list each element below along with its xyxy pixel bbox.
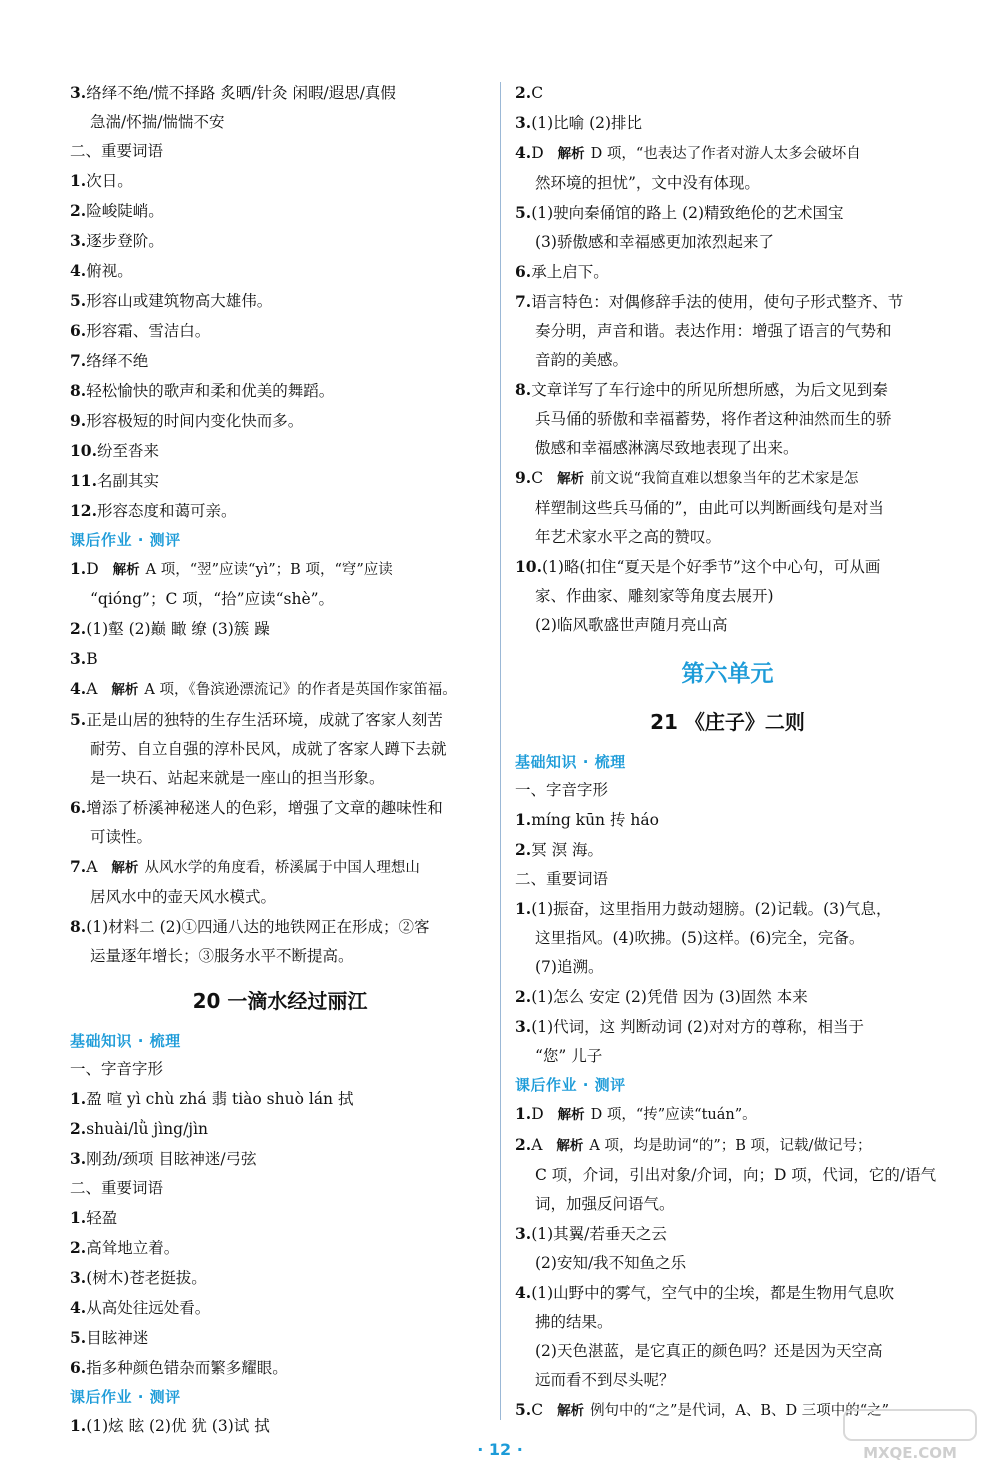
item-number: 3. bbox=[70, 649, 87, 668]
list-item bbox=[515, 1161, 940, 1190]
list-item bbox=[515, 611, 940, 640]
list-item bbox=[70, 1353, 490, 1383]
list-item bbox=[70, 256, 490, 286]
item-text: 俯视。 bbox=[86, 262, 133, 280]
item-text: C bbox=[531, 469, 544, 487]
list-item bbox=[70, 942, 490, 971]
list-item bbox=[70, 912, 490, 942]
left-column bbox=[70, 78, 490, 1441]
item-number: 1. bbox=[70, 171, 87, 190]
list-item bbox=[515, 346, 940, 375]
vocab-list bbox=[70, 1203, 490, 1383]
item-text: 年艺术家水平之高的赞叹。 bbox=[535, 528, 722, 546]
list-item bbox=[515, 317, 940, 346]
item-text: 正是山居的独特的生存生活环境，成就了客家人刻苦 bbox=[86, 711, 443, 729]
item-number: 5. bbox=[70, 710, 87, 729]
list-item bbox=[515, 138, 940, 169]
item-number: 2. bbox=[70, 1119, 87, 1138]
list-item bbox=[515, 953, 940, 982]
item-number: 5. bbox=[70, 291, 87, 310]
item-text: (树木)苍老挺拔。 bbox=[86, 1269, 207, 1287]
list-item bbox=[70, 346, 490, 376]
list-item bbox=[515, 1130, 940, 1161]
answer-list bbox=[515, 78, 940, 640]
item-text: (1)比喻 (2)排比 bbox=[531, 114, 643, 132]
item-text: 络绎不绝 bbox=[86, 352, 149, 370]
item-text: 刚劲/颈项 目眩神迷/弓弦 bbox=[86, 1150, 257, 1168]
pinyin-list bbox=[70, 1084, 490, 1174]
item-number: 9. bbox=[70, 411, 87, 430]
basic-tag: 基础知识 · 梳理 bbox=[515, 753, 626, 771]
item-text: A bbox=[531, 1136, 543, 1154]
item-text: D bbox=[531, 144, 544, 162]
list-item bbox=[70, 226, 490, 256]
list-item bbox=[70, 644, 490, 674]
item-text: (1)驶向秦俑馆的路上 (2)精致绝伦的艺术国宝 bbox=[531, 204, 844, 222]
item-number: 7. bbox=[70, 351, 87, 370]
vocab-list bbox=[515, 894, 940, 1071]
item-text: 险峻陡峭。 bbox=[86, 202, 164, 220]
item-text: 次日。 bbox=[86, 172, 133, 190]
item-number: 2. bbox=[515, 1135, 532, 1154]
item-text: A bbox=[86, 680, 98, 698]
item-text: 逐步登阶。 bbox=[86, 232, 164, 250]
list-item bbox=[515, 1337, 940, 1366]
item-text: (3)骄傲感和幸福感更加浓烈起来了 bbox=[535, 233, 774, 251]
list-item bbox=[515, 1278, 940, 1308]
item-text: 是一块石、站起来就是一座山的担当形象。 bbox=[90, 769, 385, 787]
item-number: 1. bbox=[515, 899, 532, 918]
list-item bbox=[70, 585, 490, 614]
list-item bbox=[515, 924, 940, 953]
list-item bbox=[515, 287, 940, 317]
list-item bbox=[515, 1042, 940, 1071]
basic-tag: 基础知识 · 梳理 bbox=[70, 1032, 181, 1050]
item-text: 急湍/怀揣/惴惴不安 bbox=[90, 113, 225, 131]
item-number: 8. bbox=[70, 917, 87, 936]
item-number: 5. bbox=[70, 1328, 87, 1347]
item-text: 轻盈 bbox=[86, 1209, 118, 1227]
list-item bbox=[70, 1084, 490, 1114]
item-number: 2. bbox=[70, 1238, 87, 1257]
pinyin-list bbox=[515, 805, 940, 865]
item-text: 音韵的美感。 bbox=[535, 351, 629, 369]
item-text: (1)材料二 (2)①四通八达的地铁网正在形成；②客 bbox=[86, 918, 430, 936]
homework-tag: 课后作业 · 测评 bbox=[70, 1388, 181, 1406]
list-item bbox=[70, 316, 490, 346]
item-number: 3. bbox=[515, 1017, 532, 1036]
item-text: (2)临风歌盛世声随月亮山高 bbox=[535, 616, 728, 634]
item-number: 4. bbox=[70, 1298, 87, 1317]
list-item bbox=[70, 496, 490, 526]
item-text: A bbox=[86, 858, 98, 876]
list-item bbox=[70, 554, 490, 585]
item-text: 傲感和幸福感淋漓尽致地表现了出来。 bbox=[535, 439, 799, 457]
item-text: 名副其实 bbox=[96, 472, 159, 490]
list-item bbox=[515, 198, 940, 228]
analysis-text: D 项，“抟”应读“tuán”。 bbox=[590, 1107, 757, 1123]
list-item bbox=[70, 883, 490, 912]
item-text: 增添了桥溪神秘迷人的色彩，增强了文章的趣味性和 bbox=[86, 799, 443, 817]
list-item bbox=[70, 1203, 490, 1233]
list-item bbox=[515, 894, 940, 924]
item-text: míng kūn 抟 háo bbox=[531, 811, 659, 829]
item-text: “您” 儿子 bbox=[535, 1047, 603, 1065]
item-text: 拂的结果。 bbox=[535, 1313, 613, 1331]
list-item bbox=[70, 735, 490, 764]
list-item bbox=[515, 494, 940, 523]
list-item bbox=[515, 1219, 940, 1249]
item-number: 2. bbox=[515, 83, 532, 102]
list-item bbox=[70, 196, 490, 226]
item-number: 7. bbox=[70, 857, 87, 876]
analysis-label: 解析 bbox=[112, 562, 140, 578]
item-text: (1)振奋，这里指用力鼓动翅膀。(2)记载。(3)气息， bbox=[531, 900, 892, 918]
watermark-logo-icon bbox=[840, 1408, 980, 1464]
list-item bbox=[70, 823, 490, 852]
analysis-text: 前文说“我简直难以想象当年的艺术家是怎 bbox=[590, 471, 859, 487]
item-number: 3. bbox=[70, 231, 87, 250]
item-text: C bbox=[531, 84, 544, 102]
analysis-label: 解析 bbox=[556, 1138, 584, 1154]
item-text: 高耸地立着。 bbox=[86, 1239, 180, 1257]
item-text: 形容态度和蔼可亲。 bbox=[96, 502, 237, 520]
item-text: 形容霜、雪洁白。 bbox=[86, 322, 211, 340]
item-number: 4. bbox=[70, 261, 87, 280]
analysis-label: 解析 bbox=[111, 682, 139, 698]
list-item bbox=[515, 463, 940, 494]
list-item bbox=[70, 1411, 490, 1441]
item-number: 2. bbox=[70, 619, 87, 638]
item-text: 可读性。 bbox=[90, 828, 153, 846]
list-item bbox=[70, 166, 490, 196]
item-text: shuài/lǜ jìng/jìn bbox=[86, 1120, 209, 1138]
list-item bbox=[515, 375, 940, 405]
list-item bbox=[70, 286, 490, 316]
item-text: 盈 喧 yì chù zhá 翡 tiào shuò lán 拭 bbox=[86, 1090, 354, 1108]
item-number: 6. bbox=[70, 798, 87, 817]
item-text: (1)山野中的雾气，空气中的尘埃，都是生物用气息吹 bbox=[531, 1284, 895, 1302]
list-item bbox=[515, 1249, 940, 1278]
list-item bbox=[70, 376, 490, 406]
analysis-label: 解析 bbox=[111, 860, 139, 876]
list-item bbox=[515, 1012, 940, 1042]
column-divider bbox=[500, 82, 501, 1420]
item-text: 形容极短的时间内变化快而多。 bbox=[86, 412, 304, 430]
item-text: (2)安知/我不知鱼之乐 bbox=[535, 1254, 687, 1272]
svg-text:MXQE.COM: MXQE.COM bbox=[863, 1444, 957, 1462]
item-text: 纷至沓来 bbox=[96, 442, 159, 460]
item-text: 奏分明，声音和谐。表达作用：增强了语言的气势和 bbox=[535, 322, 892, 340]
item-text: 冥 溟 海。 bbox=[531, 841, 604, 859]
page-number: · 12 · bbox=[477, 1440, 523, 1459]
analysis-text: A 项，“翌”应读“yì”；B 项，“穹”应读 bbox=[145, 562, 393, 578]
list-item bbox=[70, 614, 490, 644]
list-item bbox=[70, 1233, 490, 1263]
item-text: 指多种颜色错杂而繁多耀眼。 bbox=[86, 1359, 288, 1377]
item-text: 从高处往远处看。 bbox=[86, 1299, 211, 1317]
item-text: “qióng”；C 项，“拾”应读“shè”。 bbox=[90, 590, 335, 608]
unit-title: 第六单元 bbox=[681, 661, 774, 687]
analysis-text: A 项，均是助词“的”；B 项，记载/做记号； bbox=[589, 1138, 872, 1154]
item-number: 3. bbox=[70, 83, 87, 102]
item-text: (1)代词，这 判断动词 (2)对对方的尊称，相当于 bbox=[531, 1018, 864, 1036]
list-item bbox=[70, 406, 490, 436]
section-list bbox=[70, 78, 490, 137]
list-item bbox=[70, 1144, 490, 1174]
item-text: B bbox=[86, 650, 98, 668]
item-number: 3. bbox=[70, 1268, 87, 1287]
list-item bbox=[515, 1366, 940, 1395]
analysis-label: 解析 bbox=[557, 1403, 585, 1419]
analysis-text: 例句中的“之”是代词，A、B、D 三项中的“之” bbox=[590, 1403, 890, 1419]
item-text: 然环境的担忧”，文中没有体现。 bbox=[535, 174, 760, 192]
lesson-title: 21 《庄子》二则 bbox=[650, 710, 805, 734]
list-item bbox=[70, 1263, 490, 1293]
item-number: 1. bbox=[70, 1208, 87, 1227]
homework-tag: 课后作业 · 测评 bbox=[515, 1076, 626, 1094]
section-header: 一、字音字形 bbox=[515, 781, 609, 799]
item-number: 4. bbox=[70, 679, 87, 698]
list-item bbox=[70, 1323, 490, 1353]
item-number: 11. bbox=[70, 471, 97, 490]
item-number: 1. bbox=[515, 1104, 532, 1123]
item-number: 4. bbox=[515, 1283, 532, 1302]
list-item bbox=[70, 793, 490, 823]
analysis-label: 解析 bbox=[557, 1107, 585, 1123]
list-item bbox=[70, 852, 490, 883]
item-text: 轻松愉快的歌声和柔和优美的舞蹈。 bbox=[86, 382, 335, 400]
list-item bbox=[70, 705, 490, 735]
item-text: 词，加强反问语气。 bbox=[535, 1195, 675, 1213]
item-text: 居风水中的壶天风水模式。 bbox=[90, 888, 277, 906]
analysis-text: D 项，“也表达了作者对游人太多会破坏自 bbox=[590, 146, 861, 162]
item-number: 1. bbox=[70, 1089, 87, 1108]
item-number: 6. bbox=[515, 262, 532, 281]
list-item bbox=[70, 78, 490, 108]
item-text: C bbox=[531, 1401, 544, 1419]
item-text: D bbox=[531, 1105, 544, 1123]
homework-list bbox=[515, 1099, 940, 1426]
homework-tag: 课后作业 · 测评 bbox=[70, 531, 181, 549]
item-text: 远而看不到尽头呢？ bbox=[535, 1371, 675, 1389]
item-text: 样塑制这些兵马俑的”，由此可以判断画线句是对当 bbox=[535, 499, 884, 517]
list-item bbox=[515, 108, 940, 138]
list-item bbox=[70, 436, 490, 466]
right-column bbox=[515, 78, 940, 1426]
list-item bbox=[515, 552, 940, 582]
item-number: 3. bbox=[70, 1149, 87, 1168]
item-number: 7. bbox=[515, 292, 532, 311]
list-item bbox=[70, 108, 490, 137]
item-text: 目眩神迷 bbox=[86, 1329, 149, 1347]
section-header: 二、重要词语 bbox=[515, 870, 609, 888]
item-text: (1)炫 眩 (2)优 犹 (3)试 拭 bbox=[86, 1417, 270, 1435]
item-number: 10. bbox=[70, 441, 97, 460]
item-text: 耐劳、自立自强的淳朴民风，成就了客家人蹲下去就 bbox=[90, 740, 447, 758]
item-text: 络绎不绝/慌不择路 炙晒/针灸 闲暇/遐思/真假 bbox=[86, 84, 396, 102]
item-number: 2. bbox=[515, 840, 532, 859]
item-number: 3. bbox=[515, 1224, 532, 1243]
item-text: 家、作曲家、雕刻家等角度去展开) bbox=[535, 587, 774, 605]
item-number: 6. bbox=[70, 321, 87, 340]
item-number: 5. bbox=[515, 1400, 532, 1419]
list-item bbox=[515, 1308, 940, 1337]
item-text: 兵马俑的骄傲和幸福蓄势，将作者这种油然而生的骄 bbox=[535, 410, 892, 428]
item-text: (1)其翼/若垂天之云 bbox=[531, 1225, 667, 1243]
item-text: 承上启下。 bbox=[531, 263, 609, 281]
item-number: 4. bbox=[515, 143, 532, 162]
list-item bbox=[515, 835, 940, 865]
item-number: 1. bbox=[70, 1416, 87, 1435]
list-item bbox=[515, 982, 940, 1012]
item-text: (1)壑 (2)巅 瞰 缭 (3)簇 躁 bbox=[86, 620, 270, 638]
list-item bbox=[515, 228, 940, 257]
item-number: 2. bbox=[515, 987, 532, 1006]
item-number: 8. bbox=[515, 380, 532, 399]
item-number: 1. bbox=[70, 559, 87, 578]
item-text: 运量逐年增长；③服务水平不断提高。 bbox=[90, 947, 354, 965]
item-number: 6. bbox=[70, 1358, 87, 1377]
list-item bbox=[515, 805, 940, 835]
vocab-list bbox=[70, 166, 490, 526]
item-text: 文章详写了车行途中的所见所想所感，为后文见到秦 bbox=[531, 381, 888, 399]
list-item bbox=[515, 434, 940, 463]
item-number: 10. bbox=[515, 557, 542, 576]
item-text: 这里指风。(4)吹拂。(5)这样。(6)完全，完备。 bbox=[535, 929, 865, 947]
item-number: 5. bbox=[515, 203, 532, 222]
list-item bbox=[515, 78, 940, 108]
section-header: 二、重要词语 bbox=[70, 142, 164, 160]
item-number: 2. bbox=[70, 201, 87, 220]
item-text: (2)天色湛蓝，是它真正的颜色吗？还是因为天空高 bbox=[535, 1342, 883, 1360]
analysis-text: 从风水学的角度看，桥溪属于中国人理想山 bbox=[144, 860, 420, 876]
list-item bbox=[70, 764, 490, 793]
item-text: C 项，介词，引出对象/介词，向；D 项，代词，它的/语气 bbox=[535, 1166, 937, 1184]
list-item bbox=[515, 1190, 940, 1219]
item-text: (7)追溯。 bbox=[535, 958, 604, 976]
list-item bbox=[70, 1293, 490, 1323]
lesson-title: 20 一滴水经过丽江 bbox=[192, 989, 368, 1013]
analysis-label: 解析 bbox=[557, 471, 585, 487]
section-header: 二、重要词语 bbox=[70, 1179, 164, 1197]
list-item bbox=[515, 1099, 940, 1130]
list-item bbox=[515, 582, 940, 611]
list-item bbox=[515, 257, 940, 287]
item-number: 9. bbox=[515, 468, 532, 487]
item-number: 3. bbox=[515, 113, 532, 132]
list-item bbox=[70, 674, 490, 705]
list-item bbox=[515, 523, 940, 552]
item-number: 8. bbox=[70, 381, 87, 400]
list-item bbox=[515, 405, 940, 434]
list-item bbox=[515, 169, 940, 198]
item-number: 1. bbox=[515, 810, 532, 829]
item-text: D bbox=[86, 560, 99, 578]
analysis-text: A 项，《鲁滨逊漂流记》的作者是英国作家笛福。 bbox=[144, 682, 457, 698]
list-item bbox=[70, 1114, 490, 1144]
item-text: (1)怎么 安定 (2)凭借 因为 (3)固然 本来 bbox=[531, 988, 808, 1006]
item-text: (1)略(扣住“夏天是个好季节”这个中心句，可从画 bbox=[541, 558, 881, 576]
item-number: 12. bbox=[70, 501, 97, 520]
analysis-label: 解析 bbox=[557, 146, 585, 162]
item-text: 形容山或建筑物高大雄伟。 bbox=[86, 292, 273, 310]
item-text: 语言特色：对偶修辞手法的使用，使句子形式整齐、节 bbox=[531, 293, 904, 311]
homework-list bbox=[70, 554, 490, 971]
section-header: 一、字音字形 bbox=[70, 1060, 164, 1078]
list-item bbox=[70, 466, 490, 496]
homework-list bbox=[70, 1411, 490, 1441]
